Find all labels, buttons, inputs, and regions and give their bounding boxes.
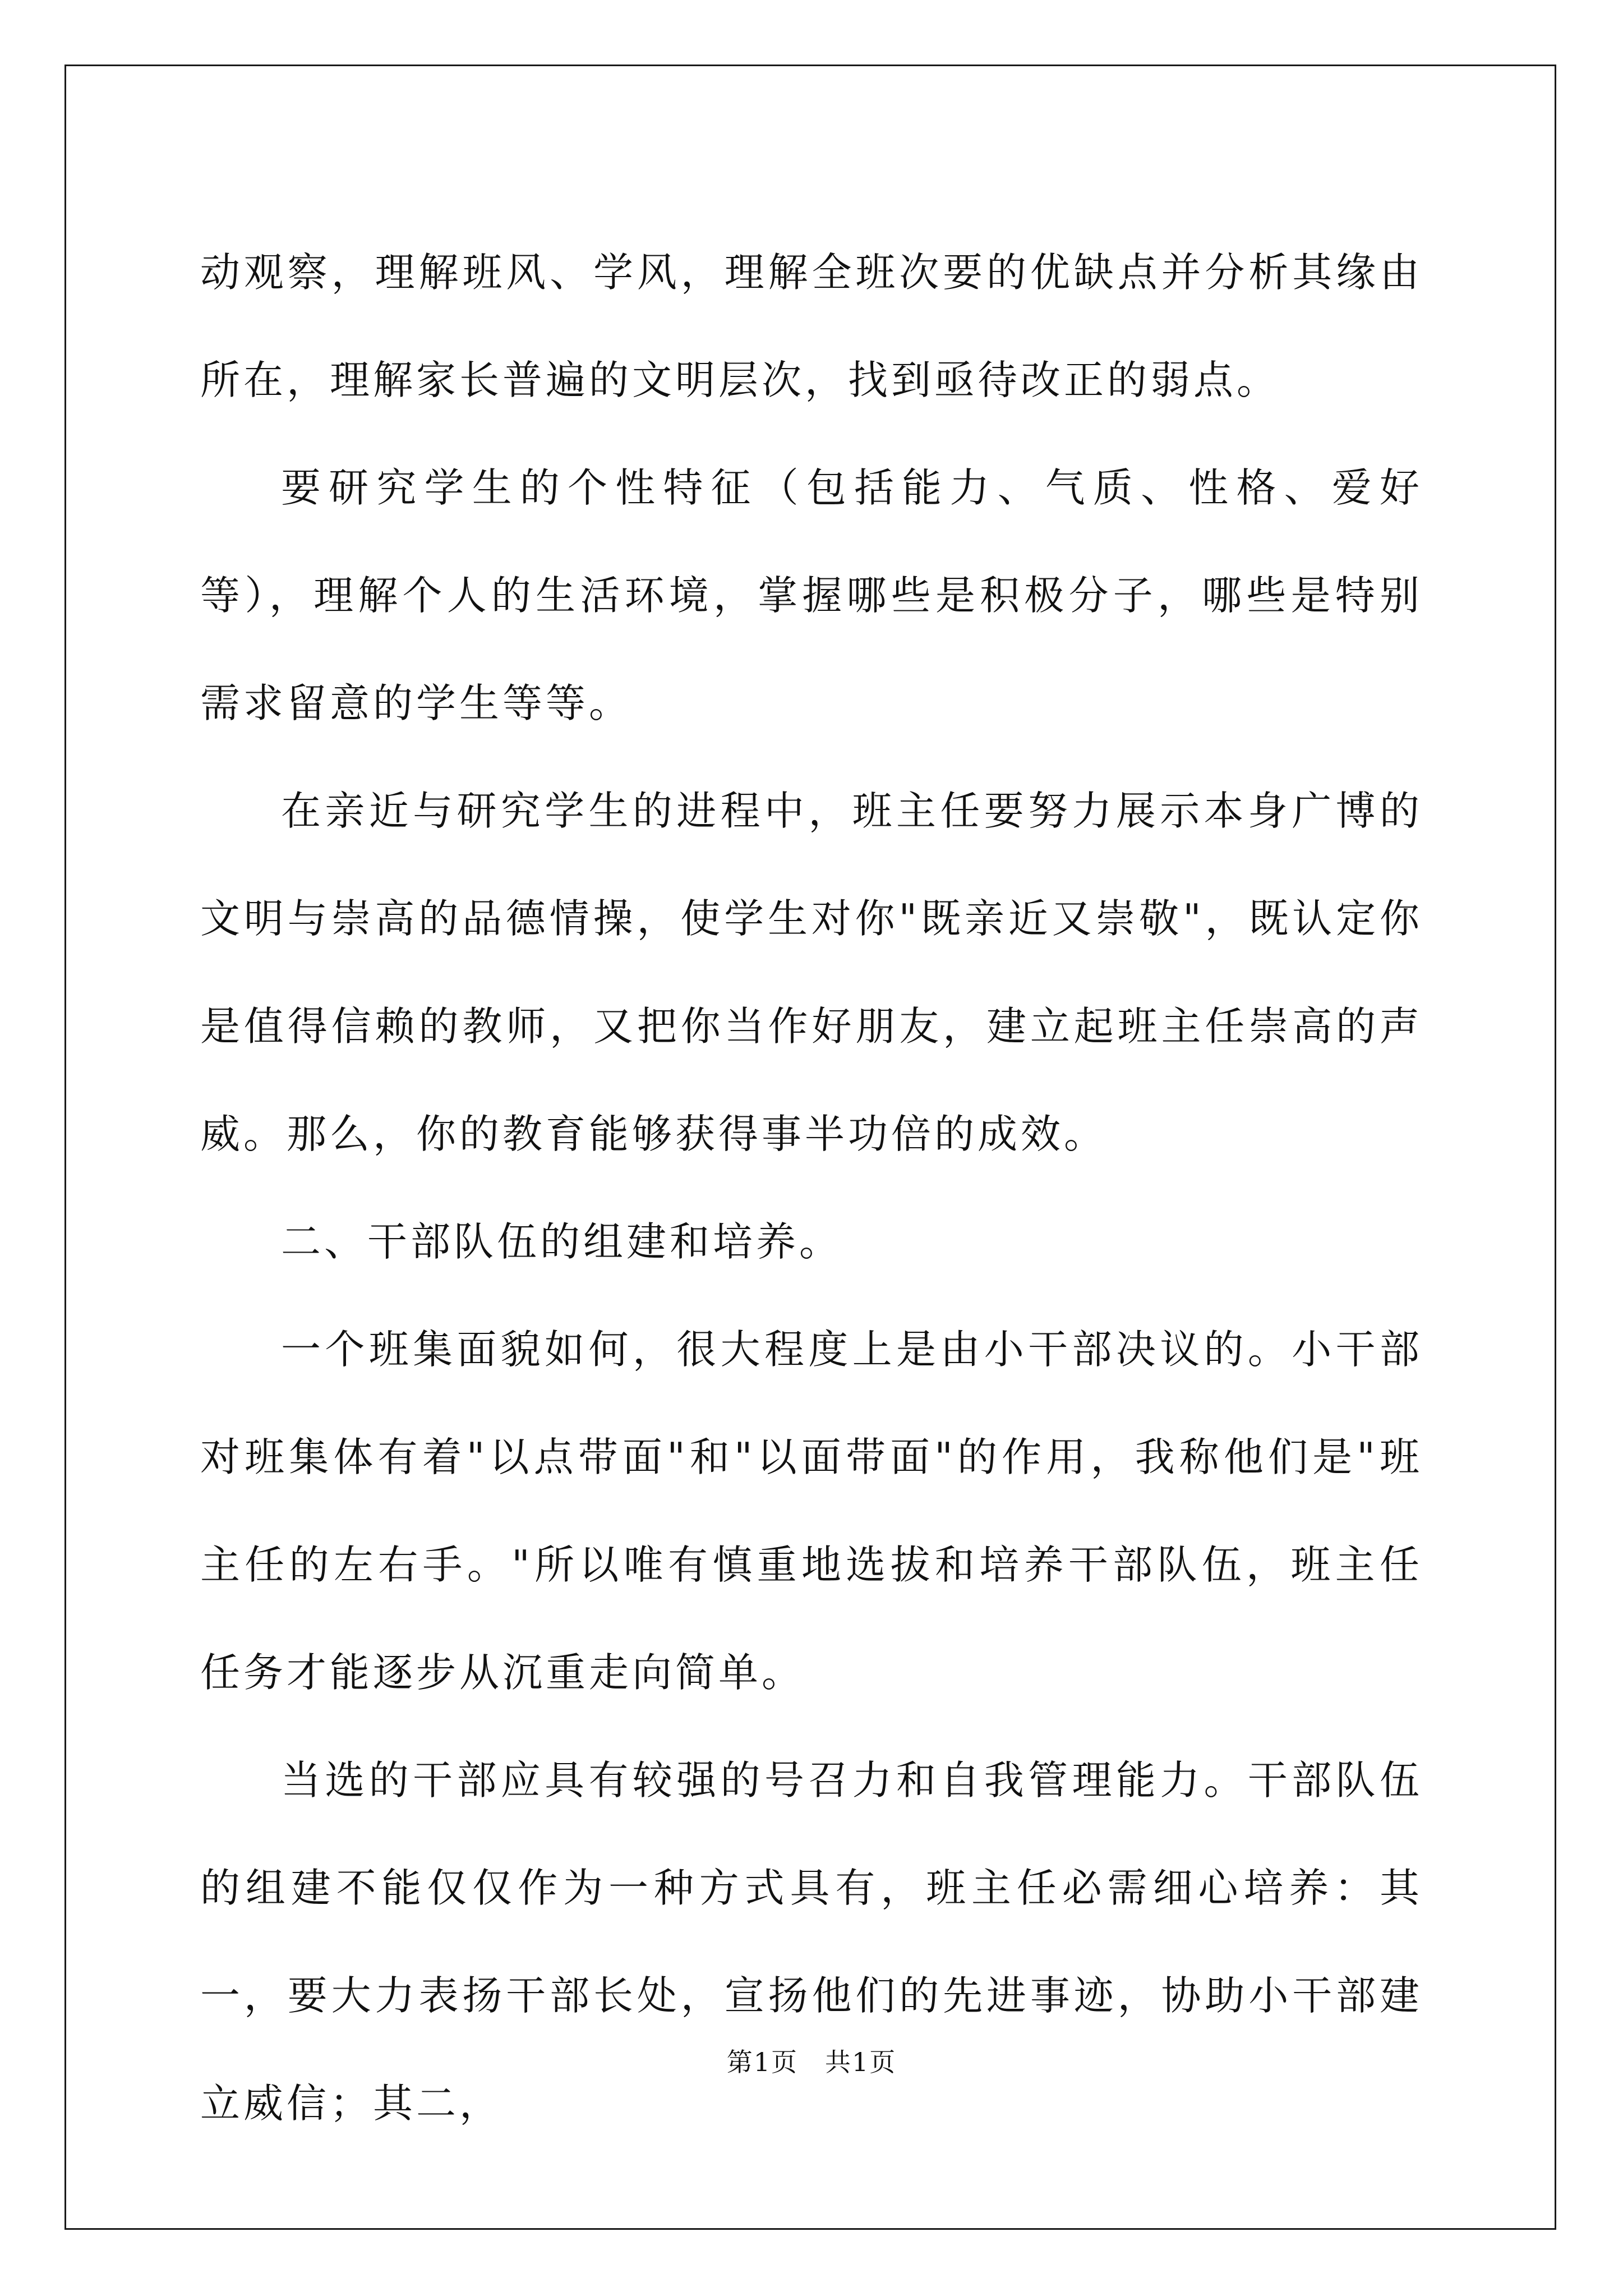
page-footer (0, 2042, 1623, 2079)
paragraph-2: 要研究学生的个性特征（包括能力、气质、性格、爱好等），理解个人的生活环境，掌握哪些是积极分子，哪些是特别需求留意的学生等等。 (200, 464, 1423, 726)
paragraph-1: 动观察，理解班风、学风，理解全班次要的优缺点并分析其缘由所在，理解家长普遍的文明层次，找到亟待改正的弱点。 (200, 249, 1423, 403)
section-heading: 二、干部队伍的组建和培养。 (281, 1218, 843, 1265)
paragraph-4: 一个班集面貌如何，很大程度上是由小干部决议的。小干部对班集体有着"以点带面"和"以面带面"的作用，我称他们是"班主任的左右手。"所以唯有慎重地选拔和培养干部队伍，班主任任务才能逐步从沉重走向简单。 (200, 1326, 1423, 1696)
page-number: 第1页 (726, 2047, 798, 2077)
paragraph-5: 当选的干部应具有较强的号召力和自我管理能力。干部队伍的组建不能仅仅作为一种方式具有，班主任必需细心培养：其一，要大力表扬干部长处，宣扬他们的先进事迹，协助小干部建立威信；其二， (200, 1757, 1423, 2127)
paragraph-3: 在亲近与研究学生的进程中，班主任要努力展示本身广博的文明与崇高的品德情操，使学生对你"既亲近又崇敬"，既认定你是值得信赖的教师，又把你当作好朋友，建立起班主任崇高的声威。那么，你的教育能够获得事半功倍的成效。 (200, 788, 1423, 1157)
document-body (200, 219, 1423, 2157)
page-total: 共1页 (825, 2047, 897, 2077)
